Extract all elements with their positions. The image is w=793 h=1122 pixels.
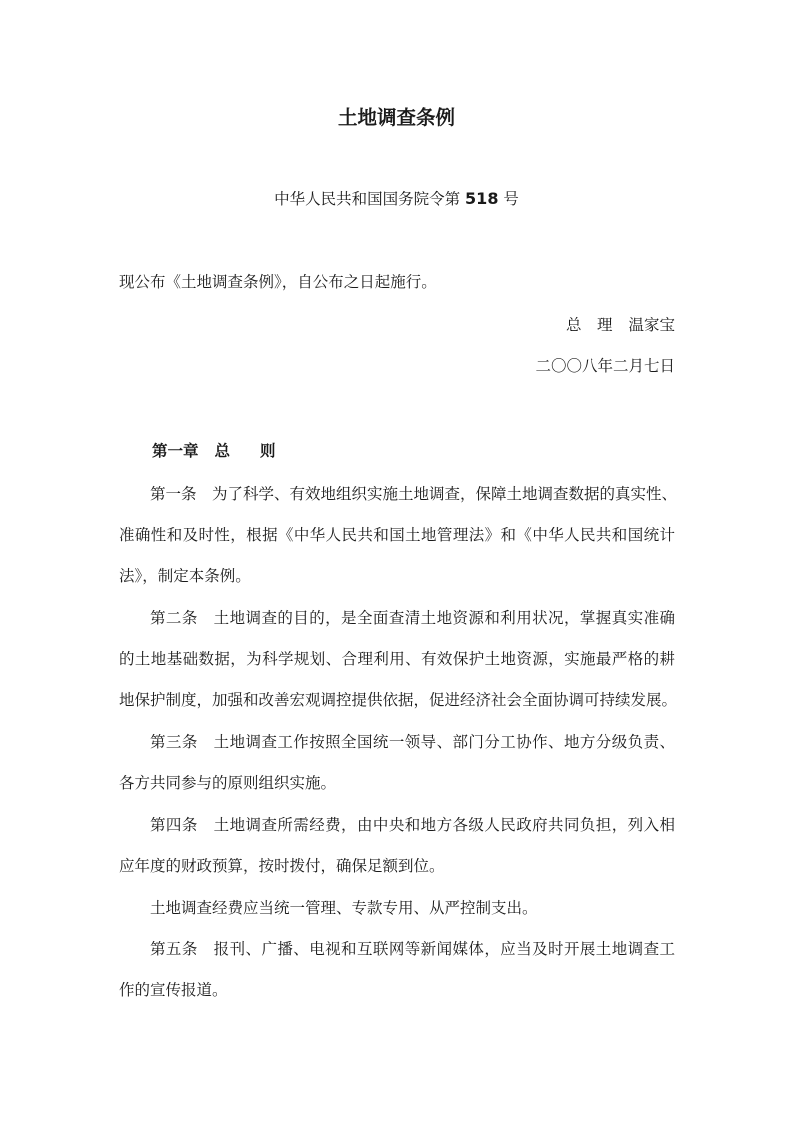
chapter-name-char-1: 总 (214, 441, 231, 460)
signatory-name: 温家宝 (628, 316, 675, 334)
article-1-line-3: 法》，制定本条例。 (119, 567, 251, 585)
signatory (119, 315, 675, 335)
article-5-line-2: 作的宣传报道。 (119, 981, 228, 999)
article-3-line-1: 第三条 土地调查工作按照全国统一领导、部门分工协作、地方分级负责、 (150, 733, 675, 751)
article-2-line-3: 地保护制度，加强和改善宏观调控提供依据，促进经济社会全面协调可持续发展。 (119, 691, 678, 709)
promulgation-text: 现公布《土地调查条例》，自公布之日起施行。 (119, 273, 437, 291)
article-4-line-2: 应年度的财政预算，按时拨付，确保足额到位。 (119, 857, 445, 875)
chapter-name-char-2: 则 (260, 441, 276, 460)
chapter-heading (152, 441, 708, 461)
article-4-line-1: 第四条 土地调查所需经费，由中央和地方各级人民政府共同负担，列入相 (150, 816, 675, 834)
article-1-line-1: 第一条 为了科学、有效地组织实施土地调查，保障土地调查数据的真实性、 (150, 485, 678, 503)
decree-prefix: 中华人民共和国国务院令第 (274, 190, 461, 208)
decree-number: 518 (465, 189, 499, 208)
article-4-paragraph-2: 土地调查经费应当统一管理、专款专用、从严控制支出。 (150, 899, 538, 917)
article-5-line-1: 第五条 报刊、广播、电视和互联网等新闻媒体，应当及时开展土地调查工 (150, 940, 675, 958)
chapter-number: 第一章 (152, 441, 199, 460)
article-1-line-2: 准确性和及时性，根据《中华人民共和国土地管理法》和《中华人民共和国统计 (119, 526, 675, 544)
article-2-line-1: 第二条 土地调查的目的，是全面查清土地资源和利用状况，掌握真实准确 (150, 609, 675, 627)
promulgation-date: 二〇〇八年二月七日 (535, 357, 675, 375)
document-title: 土地调查条例 (337, 106, 455, 129)
decree-suffix: 号 (503, 190, 519, 208)
signatory-title: 总 理 (565, 316, 613, 334)
article-3-line-2: 各方共同参与的原则组织实施。 (119, 774, 337, 792)
article-2-line-2: 的土地基础数据，为科学规划、合理利用、有效保护土地资源，实施最严格的耕 (119, 650, 675, 668)
decree-line (0, 189, 793, 209)
